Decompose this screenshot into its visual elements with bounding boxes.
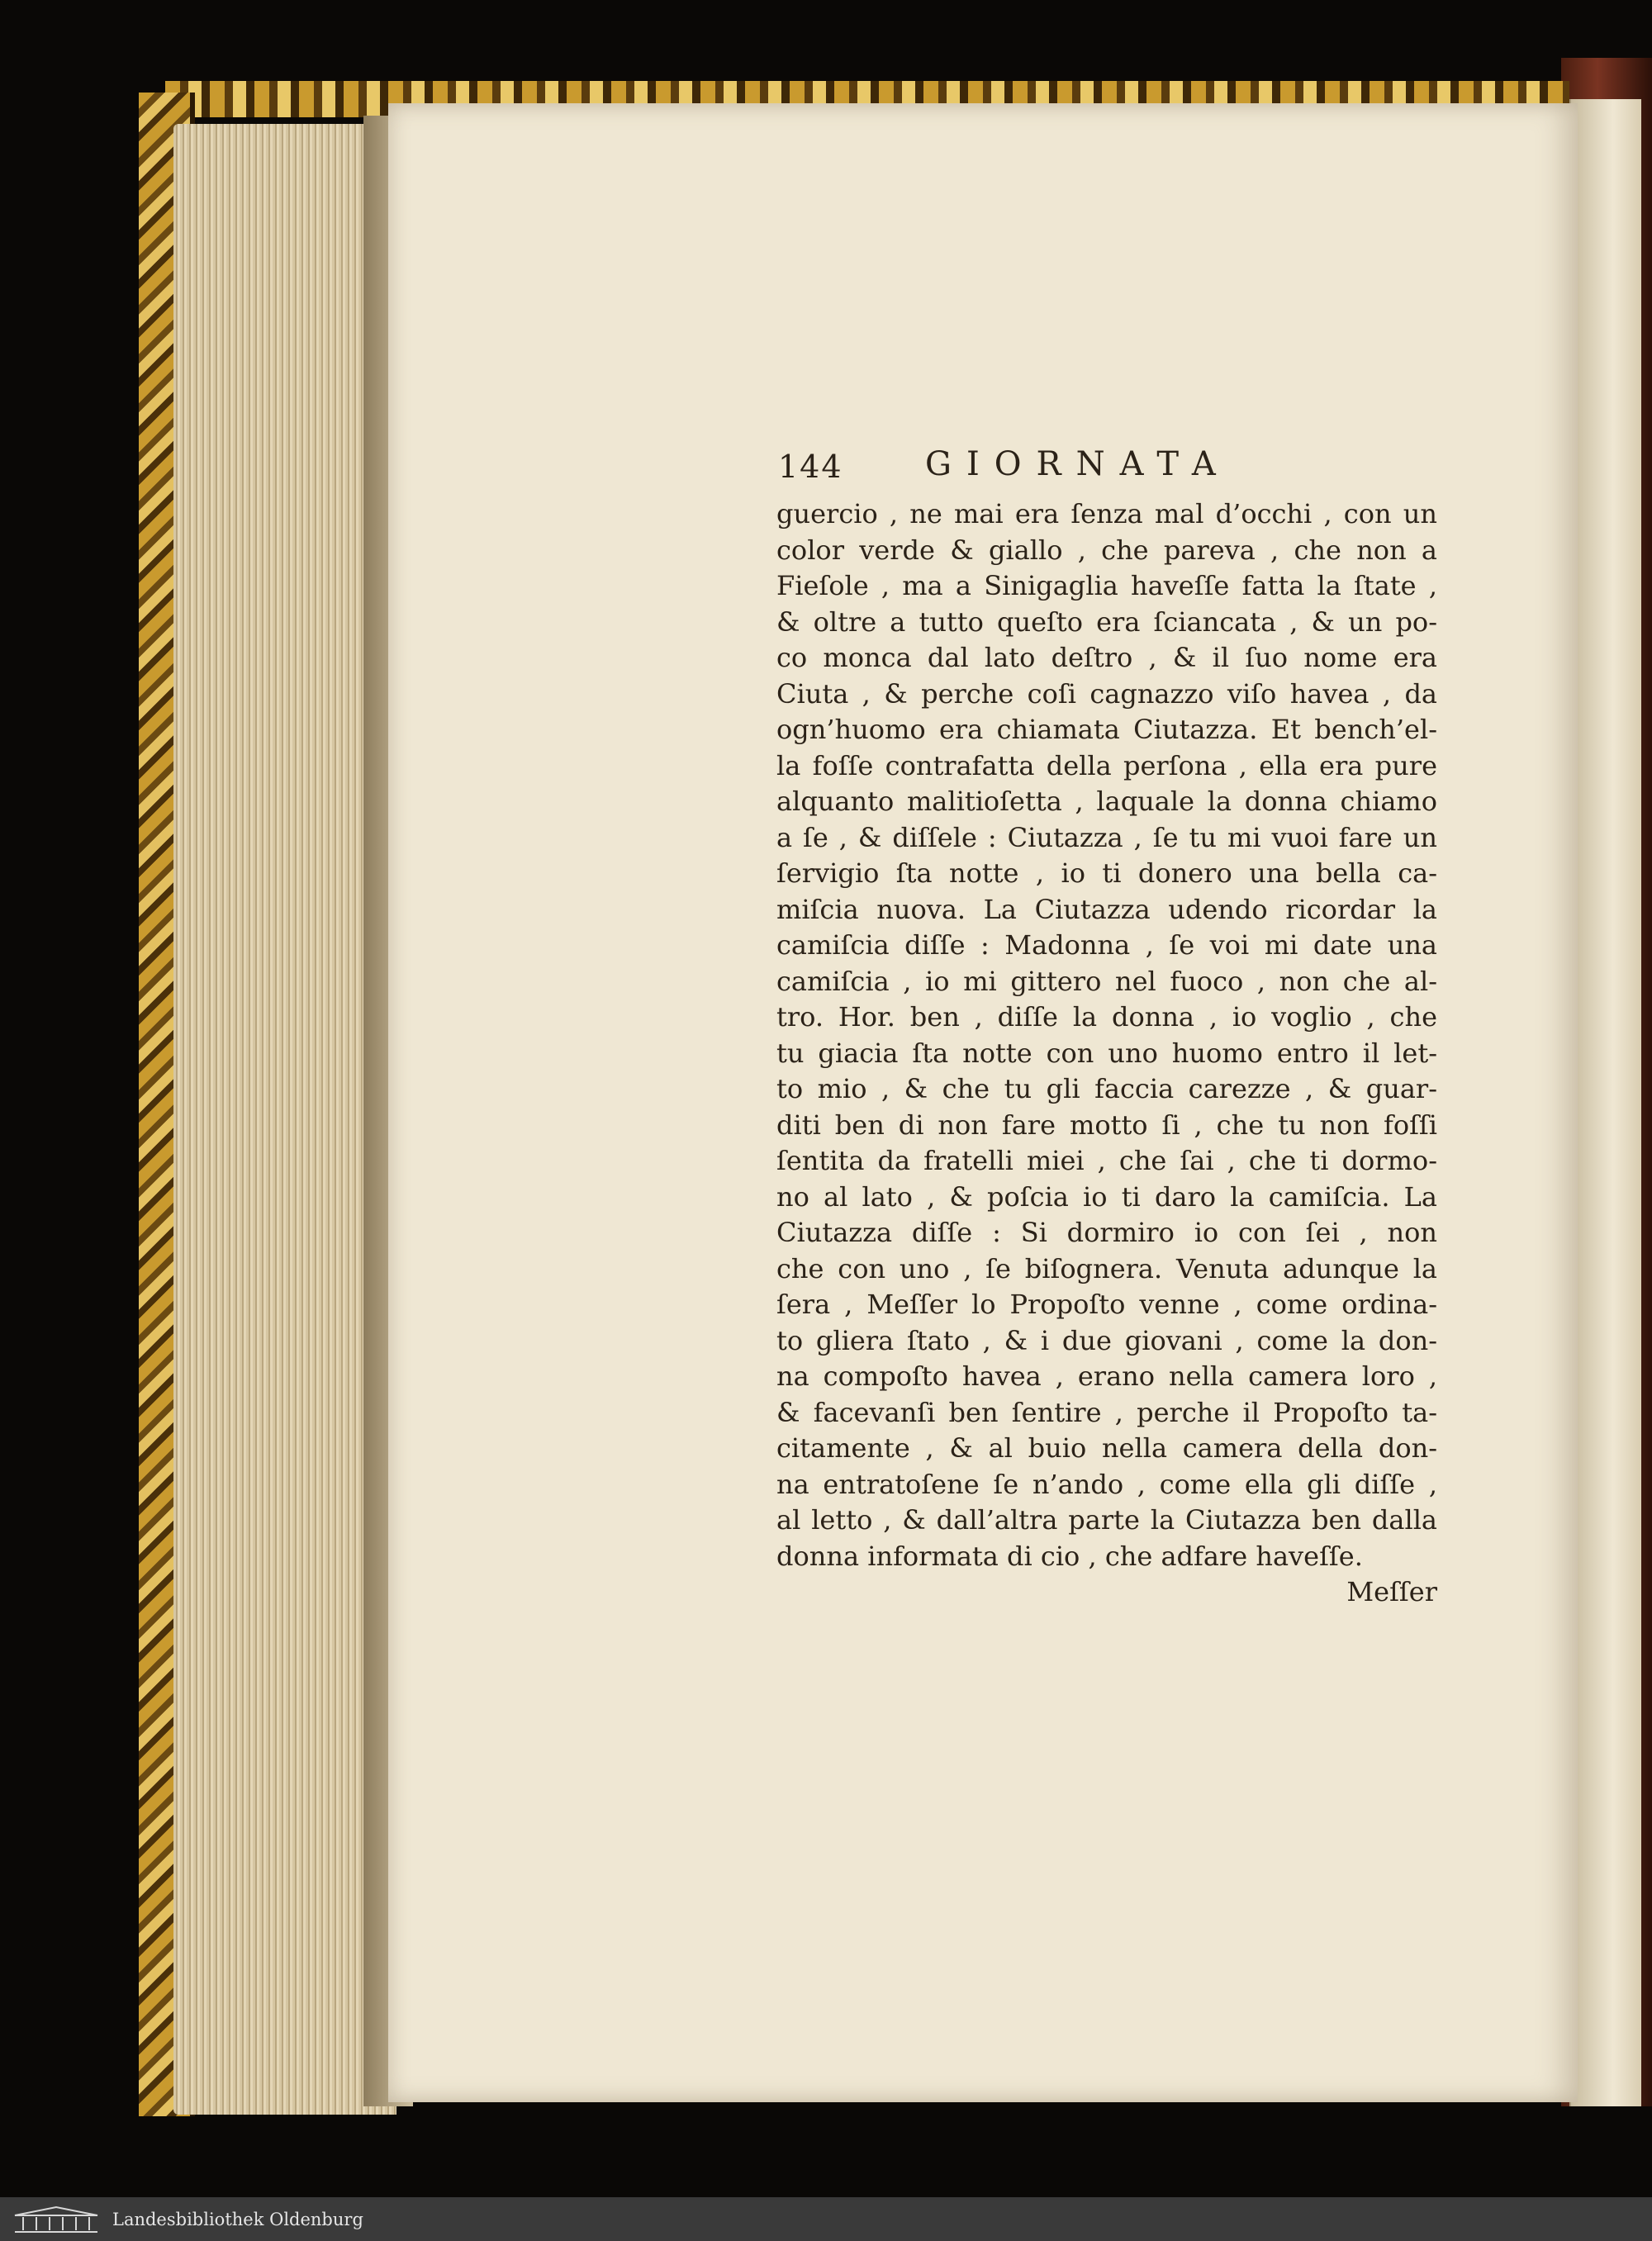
text-line: donna informata di cio , che adfare haveſſe. <box>776 1540 1363 1572</box>
facing-page-edge <box>1569 99 1641 2106</box>
library-building-icon <box>12 2205 101 2234</box>
text-line: alquanto malitioſetta , laquale la donna chiamo <box>776 786 1437 817</box>
text-line: citamente , & al buio nella camera della don- <box>776 1432 1437 1464</box>
text-line: co monca dal lato deſtro , & il ſuo nome era <box>776 642 1437 673</box>
catchword: Meſſer <box>1346 1576 1437 1607</box>
text-line: color verde & giallo , che pareva , che non a <box>776 534 1437 566</box>
text-line: la foſſe contrafatta della perſona , ella era pure <box>776 749 1437 781</box>
text-line: diti ben di non fare motto ſi , che tu non foſſi <box>776 1109 1437 1141</box>
library-name: Landesbibliothek Oldenburg <box>112 2209 363 2229</box>
text-line: na compoſto havea , erano nella camera loro , <box>776 1360 1437 1392</box>
text-line: no al lato , & poſcia io ti daro la camiſcia. La <box>776 1180 1437 1213</box>
text-line: ſervigio ſta notte , io ti donero una bella ca- <box>776 857 1437 889</box>
text-line: camiſcia diſſe : Madonna , ſe voi mi date una <box>776 929 1437 961</box>
text-line: tro. Hor. ben , diſſe la donna , io voglio , che <box>776 1001 1437 1033</box>
text-line: che con uno , ſe biſognera. Venuta adunque la <box>776 1252 1437 1284</box>
body-text <box>776 496 1437 1574</box>
footer-bar <box>0 2197 1652 2241</box>
text-line: & facevanſi ben ſentire , perche il Propoſto ta- <box>776 1396 1437 1428</box>
text-line: camiſcia , io mi gittero nel fuoco , non che al- <box>776 965 1437 997</box>
text-line: a ſe , & diſſele : Ciutazza , ſe tu mi vuoi fare un <box>776 821 1437 853</box>
text-line: tu giacia ſta notte con uno huomo entro il let- <box>776 1037 1437 1069</box>
text-line: to gliera ſtato , & i due giovani , come la don- <box>776 1324 1437 1356</box>
text-line: Ciutazza diſſe : Si dormiro io con ſei , non <box>776 1217 1437 1248</box>
page-number: 144 <box>778 449 843 485</box>
text-line: ogn’huomo era chiamata Ciutazza. Et bench’el- <box>776 714 1437 745</box>
text-line: Ciuta , & perche coſi cagnazzo viſo havea , da <box>776 677 1437 710</box>
text-line: ſera , Meſſer lo Propoſto venne , come ordina- <box>776 1289 1437 1320</box>
running-title: GIORNATA <box>925 445 1231 483</box>
text-line: & oltre a tutto queſto era ſciancata , & un po- <box>776 605 1437 638</box>
text-block <box>776 442 1437 1610</box>
text-line: Fieſole , ma a Sinigaglia haveſſe fatta la ſtate , <box>776 570 1437 601</box>
page-header <box>776 442 1437 496</box>
text-line: guercio , ne mai era ſenza mal d’occhi , con un <box>776 498 1437 529</box>
text-line: miſcia nuova. La Ciutazza udendo ricordar la <box>776 893 1437 925</box>
text-line: na entratoſene ſe n’ando , come ella gli diſſe , <box>776 1468 1437 1500</box>
text-line: al letto , & dall’altra parte la Ciutazza ben dalla <box>776 1504 1437 1536</box>
text-line: ſentita da fratelli miei , che ſai , che ti dormo- <box>776 1145 1437 1176</box>
text-line: to mio , & che tu gli faccia carezze , & guar- <box>776 1073 1437 1104</box>
